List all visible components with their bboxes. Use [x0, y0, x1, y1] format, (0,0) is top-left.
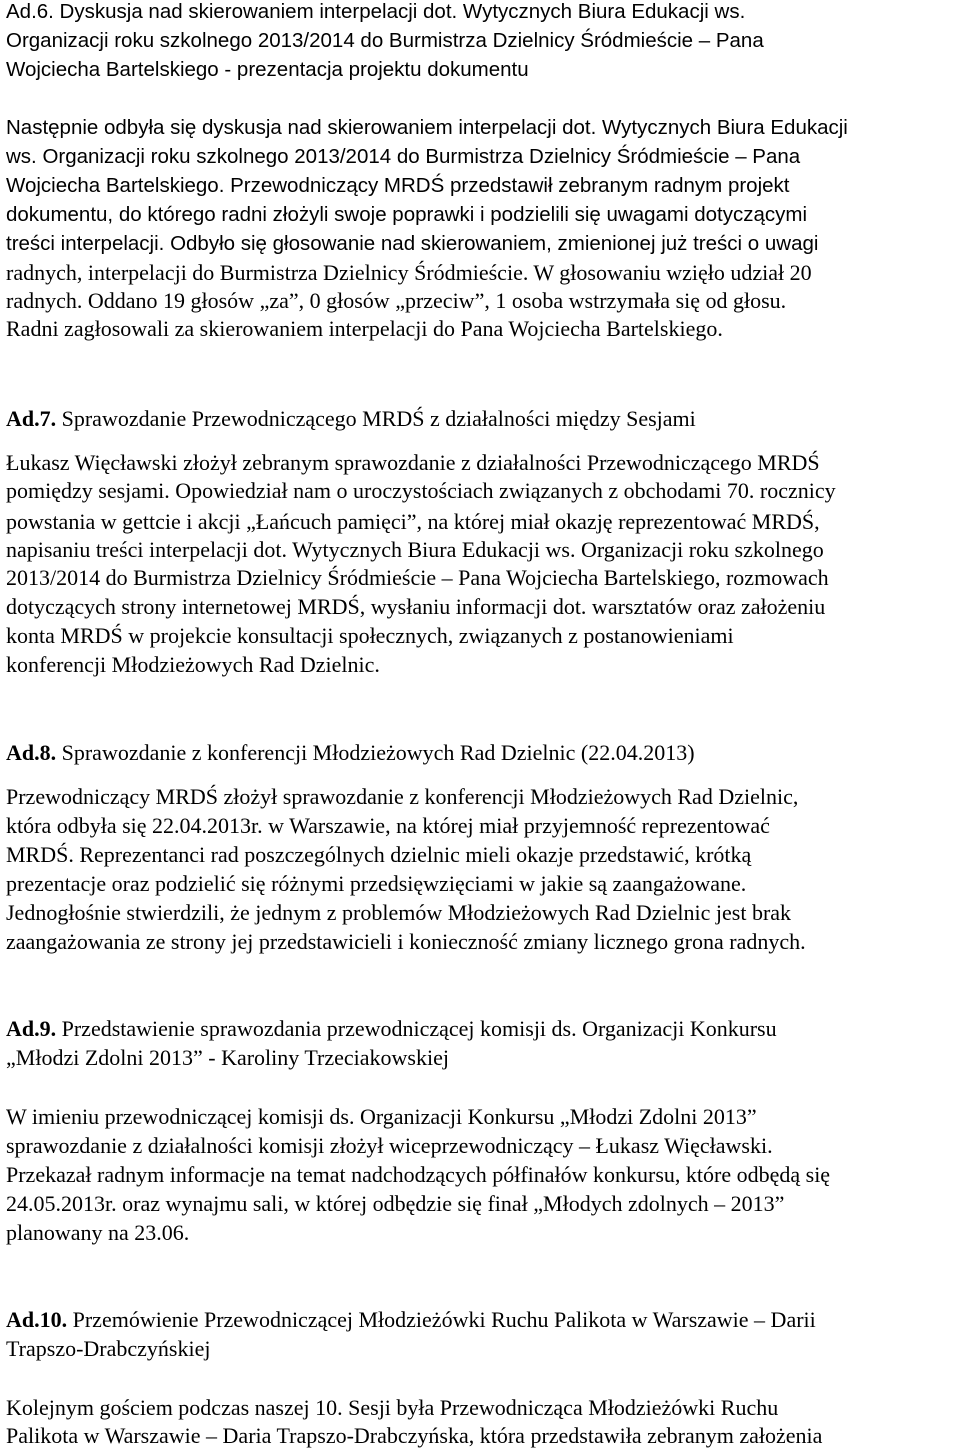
- ad8-number: Ad.8.: [6, 740, 57, 765]
- ad9-body-line-3: Przekazał radnym informacje na temat nadchodzących półfinałów konkursu, które odbędą się: [6, 1162, 831, 1187]
- ad9-number: Ad.9.: [6, 1016, 57, 1041]
- ad6-body-line-6: radnych, interpelacji do Burmistrza Dzielnicy Śródmieście. W głosowaniu wzięło udział 20: [6, 260, 812, 285]
- ad7-body-line-8: konferencji Młodzieżowych Rad Dzielnic.: [6, 652, 380, 677]
- ad7-body-line-1: Łukasz Więcławski złożył zebranym sprawozdanie z działalności Przewodniczącego MRDŚ: [6, 450, 820, 475]
- ad9-body-line-5: planowany na 23.06.: [6, 1220, 190, 1245]
- ad8-body-line-5: Jednogłośnie stwierdzili, że jednym z problemów Młodzieżowych Rad Dzielnic jest brak: [6, 900, 792, 925]
- ad8-body-line-6: zaangażowania ze strony jej przedstawicieli i konieczność zmiany licznego grona radnych.: [6, 929, 806, 954]
- ad6-body-line-5-rest: Odbyło się głosowanie nad skierowaniem, zmienionej już treści o uwagi: [164, 232, 819, 255]
- ad6-heading-line-3: Wojciecha Bartelskiego - prezentacja projektu dokumentu: [6, 58, 529, 81]
- ad10-heading: [6, 1305, 816, 1335]
- ad8-title: Sprawozdanie z konferencji Młodzieżowych Rad Dzielnic (22.04.2013): [56, 740, 695, 765]
- ad9-body-line-4: 24.05.2013r. oraz wynajmu sali, w której odbędzie się finał „Młodych zdolnych – 2013”: [6, 1191, 785, 1216]
- ad7-body-line-2: pomiędzy sesjami. Opowiedział nam o uroczystościach związanych z obchodami 70. rocznicy: [6, 478, 836, 503]
- ad7-number: Ad.7.: [6, 406, 57, 431]
- ad6-heading-line-2: Organizacji roku szkolnego 2013/2014 do Burmistrza Dzielnicy Śródmieście – Pana: [6, 29, 764, 52]
- ad10-heading-line-2: Trapszo-Drabczyńskiej: [6, 1336, 211, 1361]
- ad10-number: Ad.10.: [6, 1307, 68, 1332]
- ad6-body-line-8: Radni zagłosowali za skierowaniem interpelacji do Pana Wojciecha Bartelskiego.: [6, 316, 723, 341]
- ad7-body-line-6: dotyczących strony internetowej MRDŚ, wysłaniu informacji dot. warsztatów oraz założeniu: [6, 594, 826, 619]
- ad7-body-line-3: powstania w gettcie i akcji „Łańcuch pamięci”, na której miał okazję reprezentować MRDŚ,: [6, 509, 820, 534]
- ad9-body-line-2: sprawozdanie z działalności komisji złożył wiceprzewodniczący – Łukasz Więcławski.: [6, 1133, 773, 1158]
- ad6-body-line-5-sans: treści interpelacji.: [6, 232, 165, 255]
- ad7-body-line-4: napisaniu treści interpelacji dot. Wytycznych Biura Edukacji ws. Organizacji roku szkolnego: [6, 537, 824, 562]
- ad7-title: Sprawozdanie Przewodniczącego MRDŚ z działalności między Sesjami: [56, 406, 696, 431]
- ad9-body-line-1: W imieniu przewodniczącej komisji ds. Organizacji Konkursu „Młodzi Zdolni 2013”: [6, 1104, 757, 1129]
- ad6-body-line-5: [6, 229, 818, 261]
- ad6-body-line-7: radnych. Oddano 19 głosów „za”, 0 głosów „przeciw”, 1 osoba wstrzymała się od głosu.: [6, 288, 787, 313]
- ad7-heading: [6, 404, 696, 434]
- ad10-body-line-2: Palikota w Warszawie – Daria Trapszo-Drabczyńska, która przedstawiła zebranym założenia: [6, 1423, 823, 1448]
- ad10-title: Przemówienie Przewodniczącej Młodzieżówki Ruchu Palikota w Warszawie – Darii: [67, 1307, 816, 1332]
- ad8-body-line-1: Przewodniczący MRDŚ złożył sprawozdanie z konferencji Młodzieżowych Rad Dzielnic,: [6, 784, 799, 809]
- ad8-body-line-3: MRDŚ. Reprezentanci rad poszczególnych dzielnic mieli okazje przedstawić, krótką: [6, 842, 752, 867]
- ad9-heading-line-2: „Młodzi Zdolni 2013” - Karoliny Trzeciakowskiej: [6, 1045, 449, 1070]
- ad6-body-line-2: ws. Organizacji roku szkolnego 2013/2014 do Burmistrza Dzielnicy Śródmieście – Pana: [6, 145, 801, 168]
- ad8-body-line-2: która odbyła się 22.04.2013r. w Warszawie, na której miał przyjemność reprezentować: [6, 813, 770, 838]
- ad9-heading: [6, 1014, 777, 1044]
- ad10-body-line-1: Kolejnym gościem podczas naszej 10. Sesji była Przewodnicząca Młodzieżówki Ruchu: [6, 1395, 779, 1420]
- ad8-heading: [6, 738, 695, 768]
- ad6-body-line-3-sans: Wojciecha Bartelskiego.: [6, 174, 225, 197]
- ad9-title: Przedstawienie sprawozdania przewodniczącej komisji ds. Organizacji Konkursu: [56, 1016, 777, 1041]
- ad6-body-line-3-rest: Przewodniczący MRDŚ przedstawił zebranym radnym projekt: [224, 174, 790, 197]
- ad6-body-line-1: Następnie odbyła się dyskusja nad skierowaniem interpelacji dot. Wytycznych Biura Edukacji: [6, 116, 848, 139]
- ad8-body-line-4: prezentacje oraz podzielić się różnymi przedsięwzięciami w jakie są zaangażowane.: [6, 871, 747, 896]
- ad7-body-line-5: 2013/2014 do Burmistrza Dzielnicy Śródmieście – Pana Wojciecha Bartelskiego, rozmowach: [6, 565, 829, 590]
- ad6-heading-line-1: Ad.6. Dyskusja nad skierowaniem interpelacji dot. Wytycznych Biura Edukacji ws.: [6, 0, 746, 23]
- ad7-body-line-7: konta MRDŚ w projekcie konsultacji społecznych, związanych z postanowieniami: [6, 623, 734, 648]
- ad6-body-line-3: [6, 171, 790, 203]
- ad6-body-line-4: dokumentu, do którego radni złożyli swoje poprawki i podzielili się uwagami dotyczącymi: [6, 203, 808, 226]
